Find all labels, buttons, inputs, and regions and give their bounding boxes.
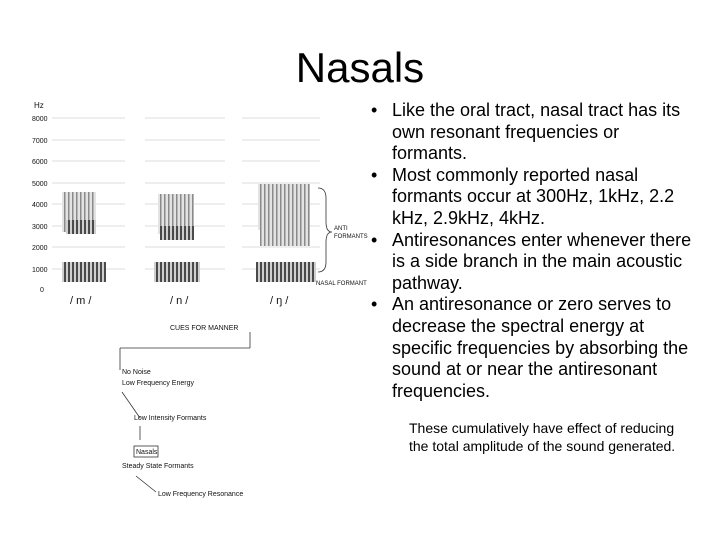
- flowchart-node: No Noise: [122, 369, 151, 376]
- flowchart-node: Low Intensity Formants: [134, 415, 207, 422]
- panel-label: / m /: [70, 295, 92, 307]
- panel-labels: [70, 295, 289, 307]
- tick-label: 5000: [32, 181, 48, 188]
- anti-formants-bracket: [318, 188, 332, 272]
- tick-label: 7000: [32, 138, 48, 145]
- y-axis-ticks: [32, 116, 48, 294]
- bullet-item: [368, 165, 698, 230]
- tick-label: 3000: [32, 224, 48, 231]
- y-unit-label: Hz: [34, 101, 44, 110]
- flowchart-node: Low Frequency Resonance: [158, 491, 244, 498]
- bullet-item: [368, 294, 698, 402]
- flowchart-node: Low Frequency Energy: [122, 380, 194, 387]
- panel-label: / ŋ /: [270, 295, 289, 307]
- tick-label: 6000: [32, 159, 48, 166]
- bullet-marker: •: [371, 294, 378, 315]
- tick-label: 4000: [32, 202, 48, 209]
- bullet-marker: •: [371, 164, 378, 185]
- nasal-formant-label: NASAL FORMANT: [316, 281, 367, 287]
- sub-note: These cumulatively have effect of reducing the total amplitude of the sound generated.: [409, 420, 676, 454]
- bullet-text: An antiresonance or zero serves to decrease the spectral energy at specific frequencies by absorbing the sound at or near the antiresonant frequencies.: [392, 294, 689, 401]
- flowchart-node: Nasals: [136, 449, 158, 456]
- bullet-list: [368, 100, 698, 402]
- tick-label: 1000: [32, 267, 48, 274]
- bullet-text: Like the oral tract, nasal tract has its own resonant frequencies or formants.: [392, 100, 681, 164]
- panel-label: / n /: [170, 295, 189, 307]
- slide-title: Nasals: [295, 44, 425, 91]
- tick-label: 0: [40, 287, 44, 294]
- tick-label: 8000: [32, 116, 48, 123]
- anti-formants-label: ANTI: [334, 226, 348, 232]
- bullet-marker: •: [371, 229, 378, 250]
- flowchart-heading: CUES FOR MANNER: [170, 325, 239, 332]
- bullet-item: [368, 100, 698, 165]
- spectrogram-panel-n: [154, 194, 200, 282]
- spectrogram-panel-ng: [256, 184, 316, 282]
- flowchart-node: Steady State Formants: [122, 463, 194, 470]
- tick-label: 2000: [32, 245, 48, 252]
- bullet-item: [368, 230, 698, 295]
- bullet-text: Most commonly reported nasal formants occur at 300Hz, 1kHz, 2.2 kHz, 2.9kHz, 4kHz.: [392, 164, 675, 228]
- bullet-text: Antiresonances enter whenever there is a side branch in the main acoustic pathway.: [392, 229, 692, 293]
- spectrogram-panel-m: [62, 192, 106, 282]
- bullet-marker: •: [371, 100, 378, 120]
- manner-cues-flowchart: [110, 318, 380, 518]
- anti-formants-label: FORMANTS: [334, 234, 368, 240]
